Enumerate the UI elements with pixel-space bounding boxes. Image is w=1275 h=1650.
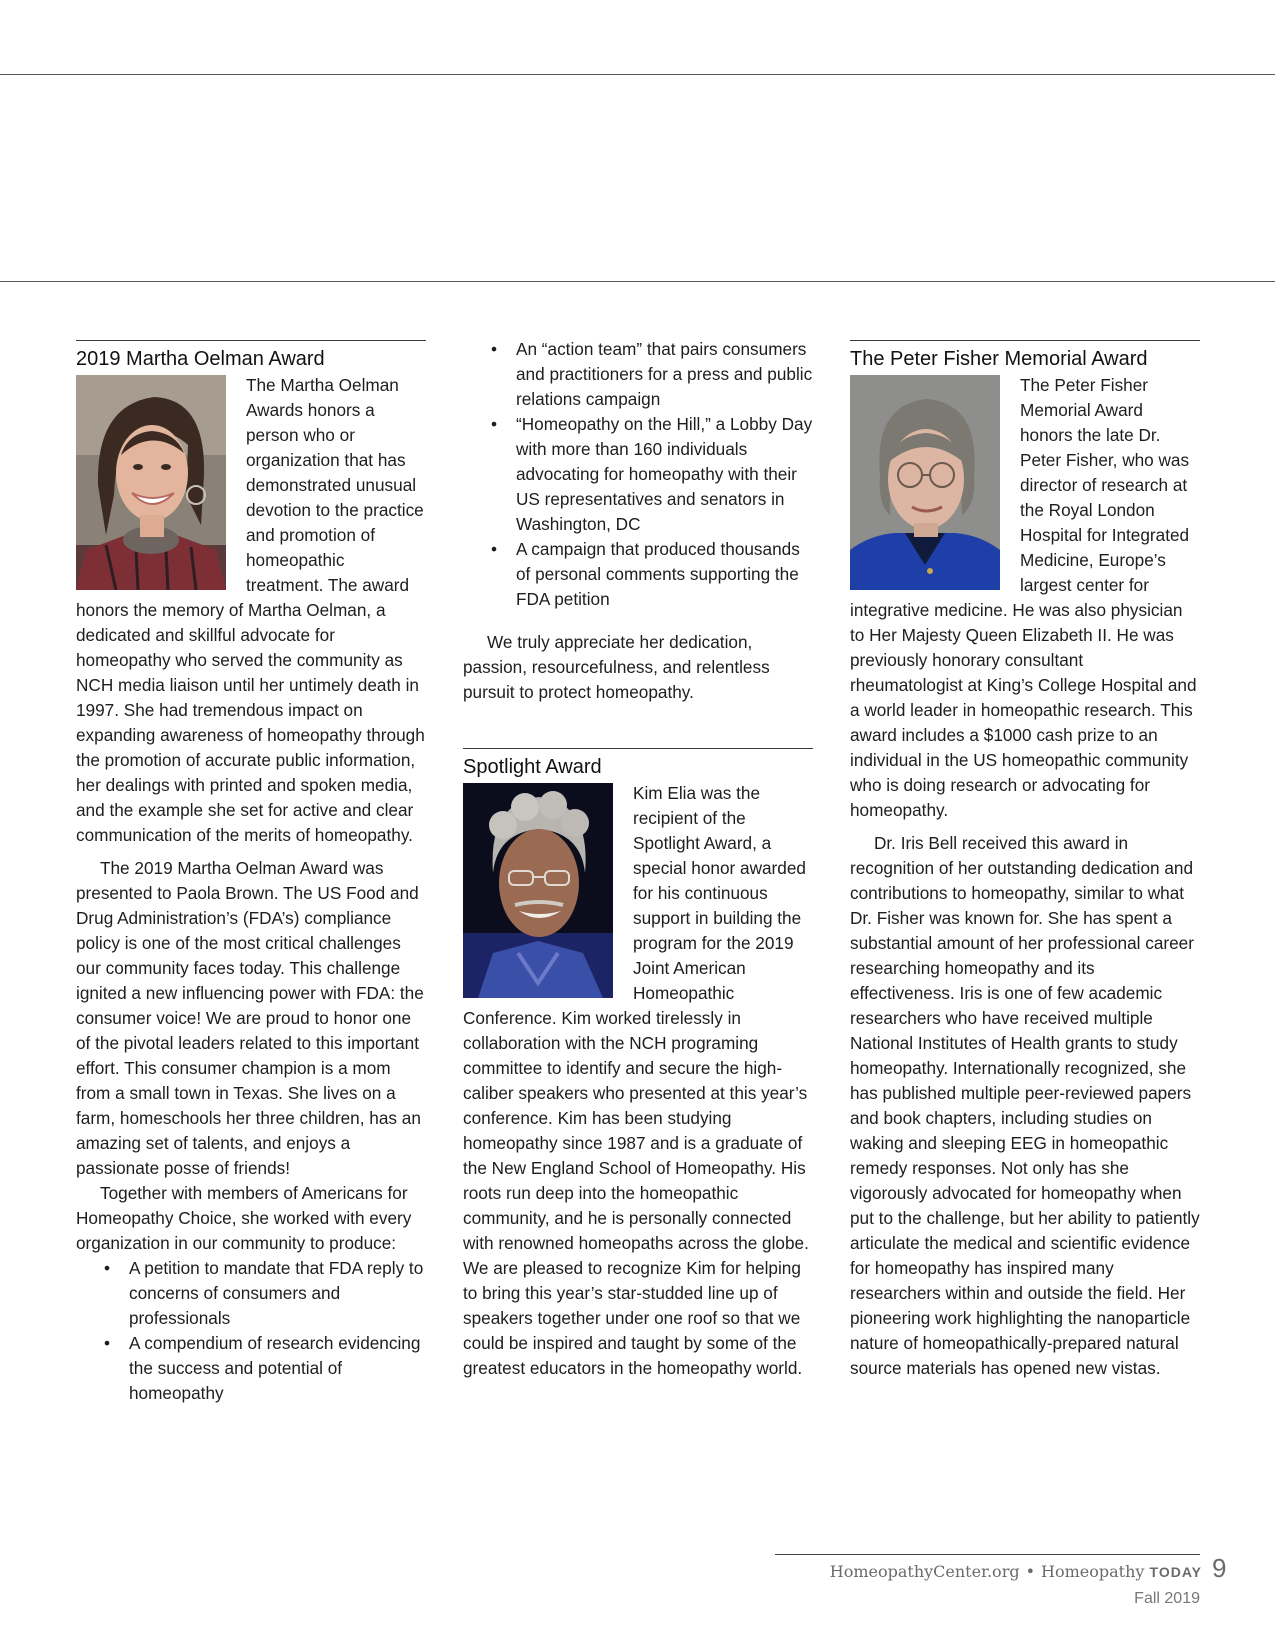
martha-oelman-paragraph-3: Together with members of Americans for Homeopathy Choice, she worked with every organization in our community to produce: bbox=[76, 1183, 412, 1253]
column-peter-fisher bbox=[850, 340, 1200, 1381]
spotlight-heading: Spotlight Award bbox=[463, 748, 813, 779]
header-bottom-rule bbox=[0, 281, 1275, 282]
footer-season: Fall 2019 bbox=[1134, 1590, 1200, 1607]
spotlight-paragraph: Kim Elia was the recipient of the Spotlight Award, a special honor awarded for his continuous support in building the program for the 2019 Joint American Homeopathic Conference. Kim worked tirelessly in collaboration with the NCH programing committee to identify and secure the high-caliber speakers who presented at this year’s conference. Kim has been studying homeopathy since 1987 and is a graduate of the New England School of Homeopathy. His roots run deep into the homeopathic community, and he is personally connected with renowned homeopaths across the globe. We are pleased to recognize Kim for helping to bring this year’s star-studded line up of speakers together under one roof so that we could be inspired and taught by some of the greatest educators in the homeopathy world. bbox=[463, 783, 809, 1378]
footer-magazine-today: TODAY bbox=[1149, 1564, 1202, 1580]
bullet-item: • A petition to mandate that FDA reply to concerns of consumers and professionals bbox=[129, 1256, 426, 1331]
footer-site: HomeopathyCenter.org bbox=[829, 1562, 1020, 1581]
martha-oelman-bullet-list bbox=[76, 1256, 426, 1406]
footer-separator: • bbox=[1025, 1562, 1036, 1581]
bullet-item: • A campaign that produced thousands of personal comments supporting the FDA petition bbox=[516, 537, 813, 612]
appreciation-paragraph: We truly appreciate her dedication, passion, resourcefulness, and relentless pursuit to protect homeopathy. bbox=[463, 632, 770, 702]
page-number: 9 bbox=[1212, 1553, 1227, 1583]
martha-oelman-heading: 2019 Martha Oelman Award bbox=[76, 340, 426, 371]
martha-oelman-paragraph-2: The 2019 Martha Oelman Award was presented to Paola Brown. The US Food and Drug Administration’s (FDA’s) compliance policy is one of the most critical challenges our community faces today. This challenge ignited a new influencing power with FDA: the consumer voice! We are proud to honor one of the pivotal leaders related to this important effort. This consumer champion is a mom from a small town in Texas. She lives on a farm, homeschools her three children, has an amazing set of talents, and enjoys a passionate posse of friends! bbox=[76, 858, 424, 1178]
martha-oelman-paragraph-1: The Martha Oelman Awards honors a person who or organization that has demonstrated unusual devotion to the practice and promotion of homeopathic treatment. The award honors the memory of Martha Oelman, a dedicated and skillful advocate for homeopathy who served the community as NCH media liaison until her untimely death in 1997. She had tremendous impact on expanding awareness of homeopathy through the promotion of accurate public information, her dealings with printed and spoken media, and the example she set for active and clear communication of the merits of homeopathy. bbox=[76, 375, 425, 845]
footer-publication-line bbox=[775, 1562, 1202, 1581]
column-spotlight bbox=[463, 337, 813, 1381]
peter-fisher-heading: The Peter Fisher Memorial Award bbox=[850, 340, 1200, 371]
peter-fisher-paragraph-2: Dr. Iris Bell received this award in recognition of her outstanding dedication and contributions to homeopathy, similar to what Dr. Fisher was known for. She has spent a substantial amount of her professional career researching homeopathy and its effectiveness. Iris is one of few academic researchers who have received multiple National Institutes of Health grants to study homeopathy. Internationally recognized, she has published multiple peer-reviewed papers and book chapters, including studies on waking and sleeping EEG in homeopathic remedy responses. Not only has she vigorously advocated for homeopathy when put to the challenge, but her ability to patiently articulate the medical and scientific evidence for homeopathy has inspired many researchers within and outside the field. Her pioneering work highlighting the nanoparticle nature of homeopathically-prepared natural source materials has opened new vistas. bbox=[850, 833, 1200, 1378]
bullet-item: • An “action team” that pairs consumers and practitioners for a press and public relations campaign bbox=[516, 337, 813, 412]
bullet-item: • A compendium of research evidencing the success and potential of homeopathy bbox=[129, 1331, 426, 1406]
footer-rule bbox=[775, 1554, 1200, 1555]
action-bullet-list bbox=[463, 337, 813, 612]
bullet-item: • “Homeopathy on the Hill,” a Lobby Day with more than 160 individuals advocating for homeopathy with their US representatives and senators in Washington, DC bbox=[516, 412, 813, 537]
peter-fisher-paragraph-1: The Peter Fisher Memorial Award honors the late Dr. Peter Fisher, who was director of research at the Royal London Hospital for Integrated Medicine, Europe’s largest center for integrative medicine. He was also physician to Her Majesty Queen Elizabeth II. He was previously honorary consultant rheumatologist at King’s College Hospital and a world leader in homeopathic research. This award includes a $1000 cash prize to an individual in the US homeopathic community who is doing research or advocating for homeopathy. bbox=[850, 375, 1197, 820]
footer-magazine-name: Homeopathy bbox=[1041, 1562, 1145, 1581]
top-rule bbox=[0, 74, 1275, 75]
iris-bell-photo bbox=[850, 375, 1000, 590]
kim-elia-photo bbox=[463, 783, 613, 998]
column-martha-oelman bbox=[76, 340, 426, 1406]
paola-brown-photo bbox=[76, 375, 226, 590]
